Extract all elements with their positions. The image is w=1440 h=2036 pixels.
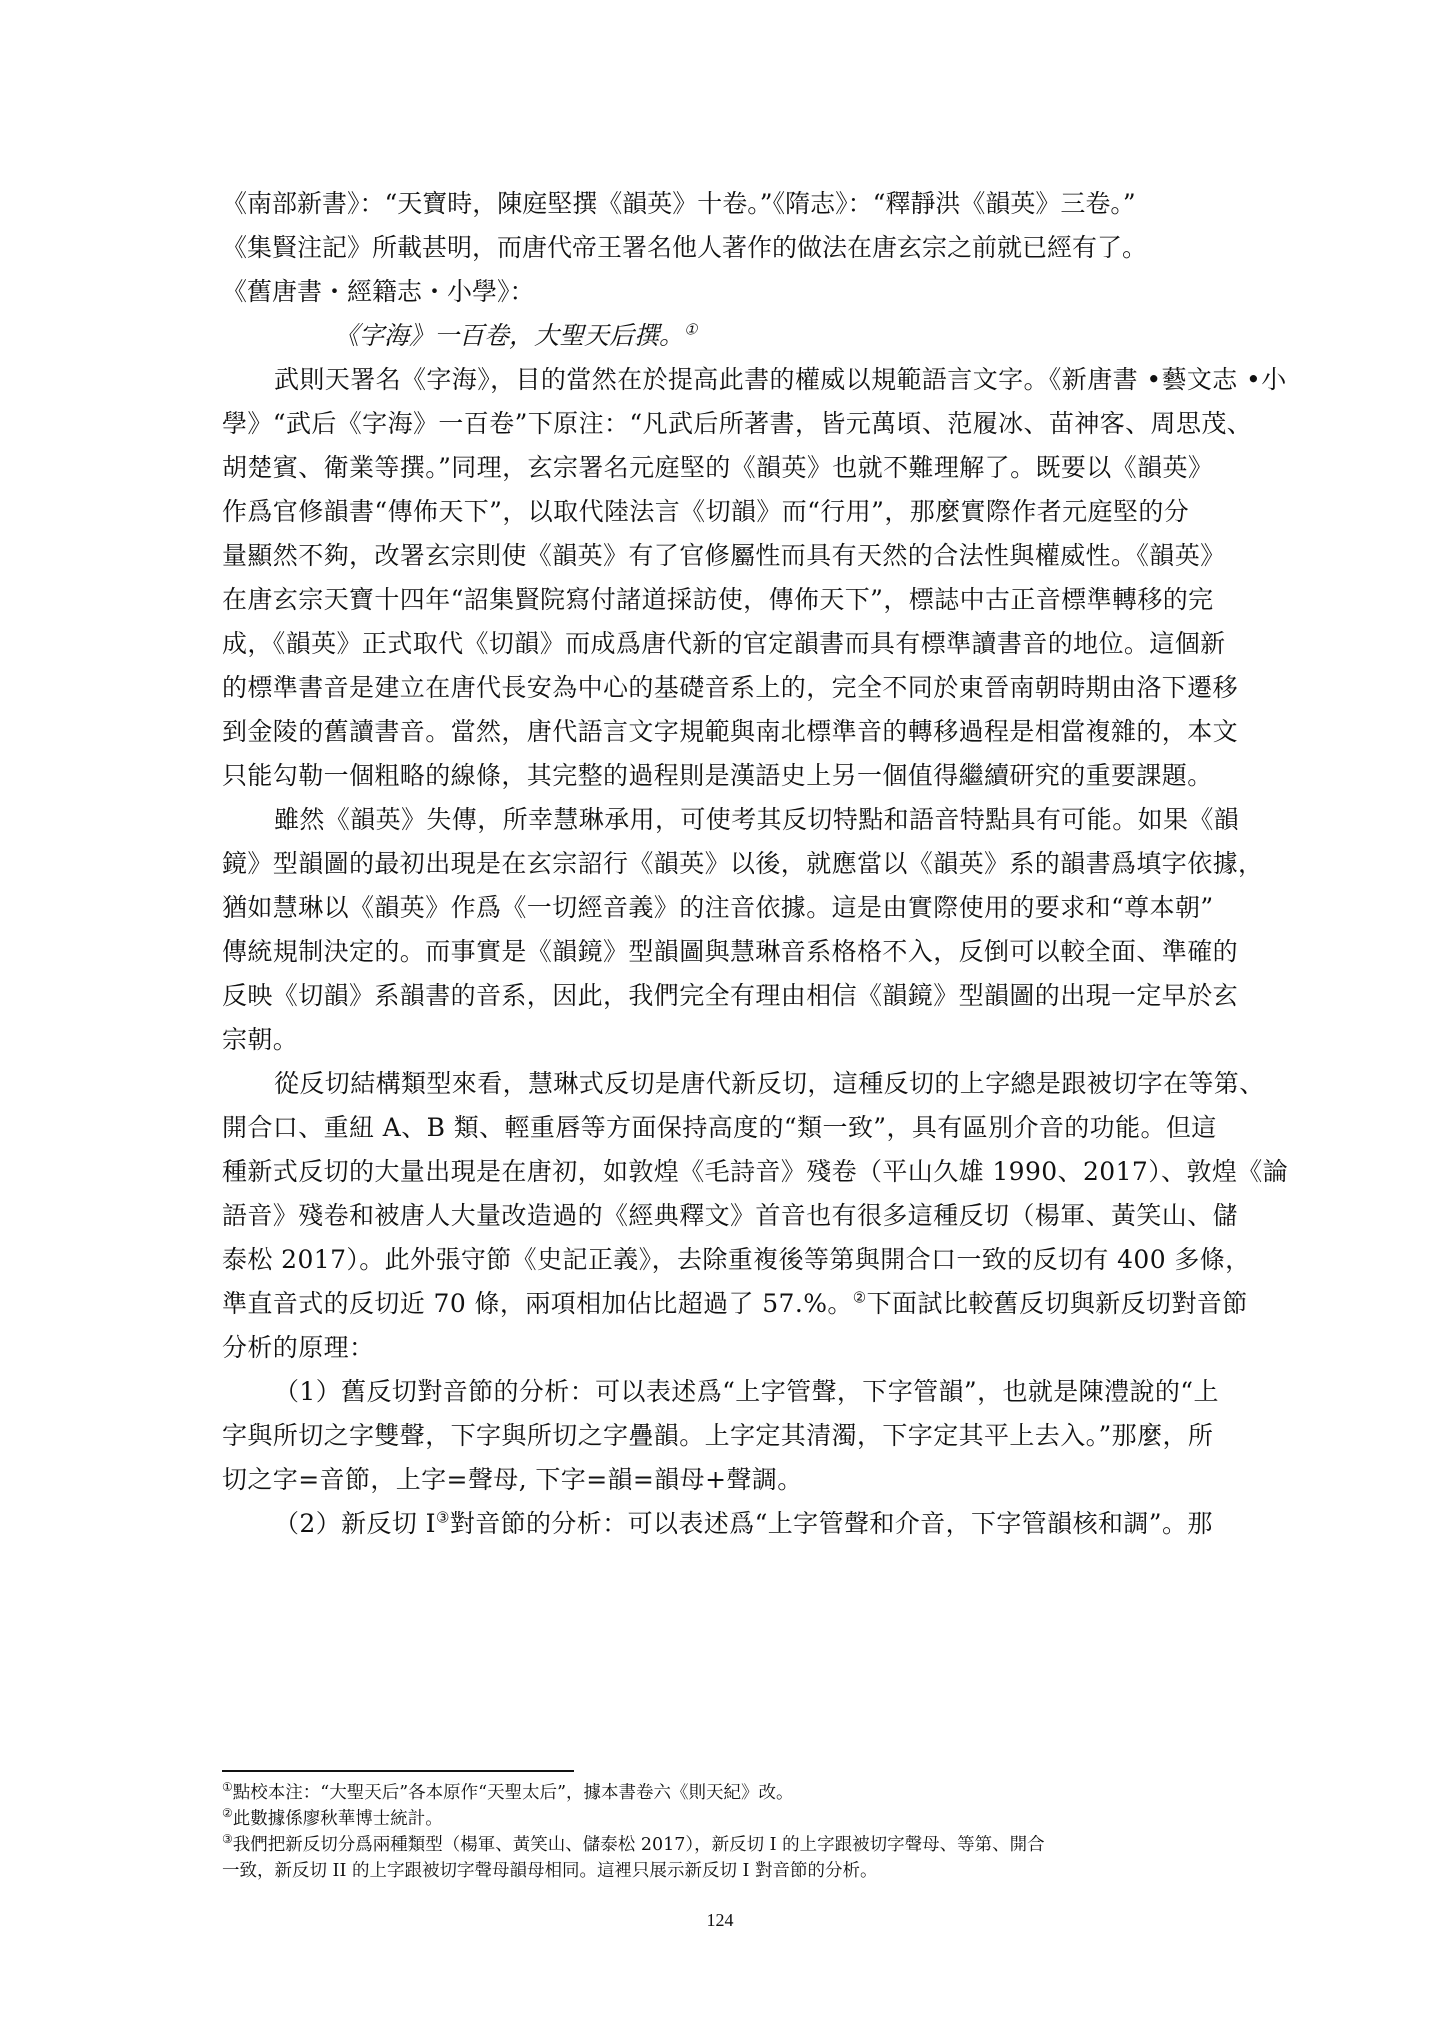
text-line: 學》“武后《字海》一百卷”下原注：“凡武后所著書，皆元萬頃、范履冰、苗神客、周思茂、 (222, 409, 1253, 438)
footnote-ref-1[interactable]: ① (684, 320, 698, 339)
block-quote (222, 314, 1230, 358)
footnote-3 (222, 1832, 1230, 1858)
text-line: 在唐玄宗天寶十四年“詔集賢院寫付諸道採訪使，傳佈天下”，標誌中古正音標準轉移的完 (222, 585, 1214, 614)
text-line: 成，《韻英》正式取代《切韻》而成爲唐代新的官定韻書而具有標準讀書音的地位。這個新 (222, 629, 1226, 658)
footnote-2 (222, 1806, 1230, 1832)
text-line: 泰松 2017）。此外張守節《史記正義》，去除重複後等第與開合口一致的反切有 400 多條， (222, 1245, 1251, 1274)
text-line: 只能勾勒一個粗略的線條，其完整的過程則是漢語史上另一個值得繼續研究的重要課題。 (222, 761, 1213, 790)
text-line: 宗朝。 (222, 1025, 299, 1054)
text-line: 傳統規制決定的。而事實是《韻鏡》型韻圖與慧琳音系格格不入，反倒可以較全面、準確的 (222, 937, 1239, 966)
text-line: 量顯然不夠，改署玄宗則使《韻英》有了官修屬性而具有天然的合法性與權威性。《韻英》 (222, 541, 1226, 570)
footnote-text: 我們把新反切分爲兩種類型（楊軍、黃笑山、儲泰松 2017），新反切 I 的上字跟被切字聲母、等第、開合 (232, 1835, 1045, 1855)
text-segment: 對音節的分析：可以表述爲“上字管聲和介音，下字管韻核和調”。那 (449, 1509, 1213, 1538)
paragraph-2 (222, 798, 1264, 1062)
text-line: 猶如慧琳以《韻英》作爲《一切經音義》的注音依據。這是由實際使用的要求和“尊本朝” (222, 893, 1214, 922)
text-line: 切之字=音節，上字=聲母, 下字=韻=韻母+聲調。 (222, 1465, 803, 1494)
text-segment: （2）新反切 I (274, 1509, 436, 1538)
text-line: 《集賢注記》所載甚明，而唐代帝王署名他人著作的做法在唐玄宗之前就已經有了。 (222, 233, 1148, 262)
text-line: 武則天署名《字海》，目的當然在於提高此書的權威以規範語言文字。《新唐書 •藝文志 •小 (274, 365, 1287, 394)
paragraph-4 (222, 1370, 1230, 1502)
footnote-text: 此數據係廖秋華博士統計。 (232, 1809, 443, 1829)
page-number: 124 (706, 1910, 734, 1930)
footnote-text: 點校本注：“大聖天后”各本原作“天聖太后”，據本書卷六《則天紀》改。 (232, 1783, 794, 1803)
footnote-divider (222, 1770, 574, 1772)
paragraph-1 (222, 358, 1287, 798)
text-line: 從反切結構類型來看，慧琳式反切是唐代新反切，這種反切的上字總是跟被切字在等第、 (274, 1069, 1265, 1098)
footnote-mark: ① (222, 1780, 233, 1795)
text-line: 開合口、重紐 A、B 類、輕重唇等方面保持高度的“類一致”，具有區別介音的功能。但這 (222, 1113, 1217, 1142)
text-segment: 準直音式的反切近 70 條，兩項相加佔比超過了 57.%。 (222, 1289, 853, 1318)
text-line: 雖然《韻英》失傳，所幸慧琳承用，可使考其反切特點和語音特點具有可能。如果《韻 (274, 805, 1240, 834)
text-line: 《舊唐書・經籍志・小學》： (222, 277, 535, 306)
footnote-text: 一致，新反切 II 的上字跟被切字聲母韻母相同。這裡只展示新反切 I 對音節的分析。 (222, 1861, 878, 1881)
footnote-mark: ② (222, 1806, 233, 1821)
body-text (222, 182, 1289, 1546)
footnote-3-continued (222, 1858, 1230, 1884)
footnote-ref-3[interactable]: ③ (435, 1508, 450, 1527)
footnotes (222, 1780, 1230, 1884)
paragraph-5 (222, 1502, 1230, 1546)
text-line: 胡楚賓、衛業等撰。”同理，玄宗署名元庭堅的《韻英》也就不難理解了。既要以《韻英》 (222, 453, 1214, 482)
text-line: 鏡》型韻圖的最初出現是在玄宗詔行《韻英》以後，就應當以《韻英》系的韻書爲填字依據， (222, 849, 1264, 878)
text-line: 種新式反切的大量出現是在唐初，如敦煌《毛詩音》殘卷（平山久雄 1990、2017）、敦煌《論 (222, 1157, 1289, 1186)
text-line: 分析的原理： (222, 1333, 375, 1362)
text-line (222, 1502, 1230, 1546)
footnote-mark: ③ (222, 1832, 233, 1847)
text-line: 的標準書音是建立在唐代長安為中心的基礎音系上的，完全不同於東晉南朝時期由洛下遷移 (222, 673, 1239, 702)
footnote-1 (222, 1780, 1230, 1806)
text-segment: 下面試比較舊反切與新反切對音節 (866, 1289, 1248, 1318)
quote-text: 《字海》一百卷，大聖天后撰。 (334, 321, 685, 350)
text-line: 到金陵的舊讀書音。當然，唐代語言文字規範與南北標準音的轉移過程是相當複雜的，本文 (222, 717, 1239, 746)
text-line: 字與所切之字雙聲，下字與所切之字疊韻。上字定其清濁，下字定其平上去入。”那麼，所 (222, 1421, 1214, 1450)
paragraph-3 (222, 1062, 1289, 1370)
text-line: 語音》殘卷和被唐人大量改造過的《經典釋文》首音也有很多這種反切（楊軍、黃笑山、儲 (222, 1201, 1239, 1230)
text-line: 《南部新書》：“天寶時，陳庭堅撰《韻英》十卷。”《隋志》：“釋靜洪《韻英》三卷。” (222, 189, 1136, 218)
text-line: （1）舊反切對音節的分析：可以表述爲“上字管聲，下字管韻”，也就是陳澧說的“上 (274, 1377, 1219, 1406)
text-line (222, 1282, 1248, 1326)
text-line: 作爲官修韻書“傳佈天下”，以取代陸法言《切韻》而“行用”，那麼實際作者元庭堅的分 (222, 497, 1190, 526)
text-line: 反映《切韻》系韻書的音系，因此，我們完全有理由相信《韻鏡》型韻圖的出現一定早於玄 (222, 981, 1239, 1010)
footnote-ref-2[interactable]: ② (852, 1288, 867, 1307)
